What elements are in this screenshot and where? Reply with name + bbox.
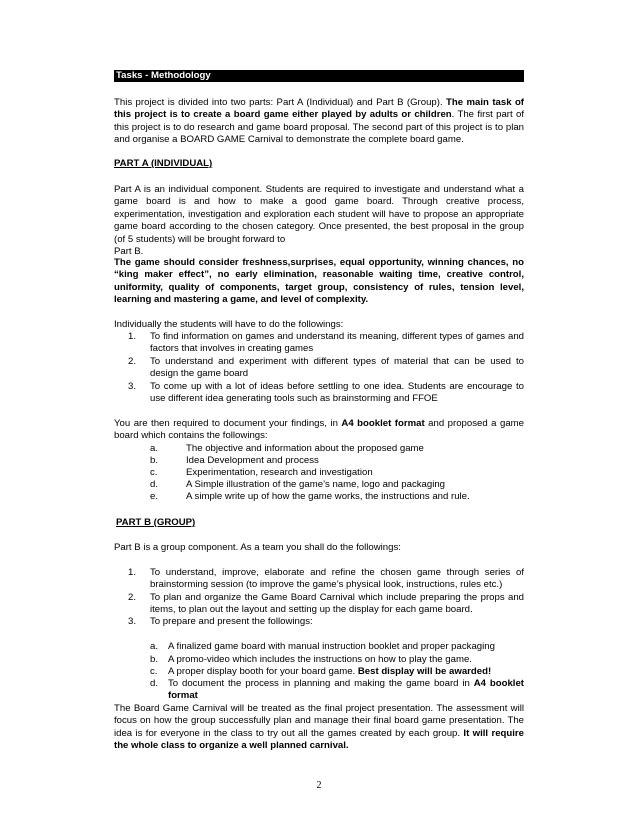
- part-a-sublist-letter: d.: [150, 479, 159, 490]
- part-b-sublist-bold: A4 booklet format: [168, 678, 524, 702]
- part-b-sublist-item: [168, 678, 524, 703]
- part-a-sublist-item: Idea Development and process: [186, 455, 319, 466]
- documentation-paragraph: [114, 418, 524, 443]
- closing-paragraph: [114, 703, 524, 753]
- part-a-sublist-item: Experimentation, research and investigation: [186, 467, 373, 478]
- part-a-list-item: To find information on games and understand its meaning, different types of games and factors that involves in creating games: [150, 331, 524, 355]
- part-b-sublist-letter: c.: [150, 666, 158, 677]
- closing-text: The Board Game Carnival will be treated as the final project presentation. The assessment will focus on how the group successfully plan and manage their final board game presentation. The idea is for everyone in the class to try out all the games created by each group.: [114, 703, 524, 739]
- section-header-bar: Tasks - Methodology: [114, 70, 524, 82]
- intro-paragraph: [114, 97, 524, 147]
- part-a-sublist-letter: c.: [150, 467, 158, 478]
- documentation-text-2: and proposed a game board which contains the followings:: [114, 418, 524, 442]
- part-b-sublist-text: A finalized game board with manual instruction booklet and proper packaging: [168, 641, 495, 652]
- part-a-paragraph-text: Part A is an individual component. Students are required to investigate and understand what a game board is and how to make a good game board. Through creative process, experimentation, investigation and exploration each student will have to propose an appropriate game board according to the chosen category. Once presented, the best proposal in the group (of 5 students) will be brought forward to: [114, 184, 524, 245]
- part-a-paragraph-end: Part B.: [114, 246, 144, 258]
- part-b-heading: PART B (GROUP): [116, 517, 196, 528]
- part-b-sublist-letter: a.: [150, 641, 159, 652]
- part-b-list-item: To understand, improve, elaborate and refine the chosen game through series of brainstorming session (to improve the game’s physical look, instructions, rules etc.): [150, 567, 524, 591]
- part-b-sublist-letter: b.: [150, 654, 159, 665]
- part-b-sublist-item: [168, 641, 524, 653]
- part-a-list-item: To understand and experiment with different types of material that can be used to design the game board: [150, 356, 524, 380]
- part-a-sublist-letter: b.: [150, 455, 159, 466]
- part-a-paragraph: [114, 184, 524, 258]
- part-b-sublist-bold: Best display will be awarded!: [357, 666, 492, 677]
- part-b-list-num: 2.: [128, 592, 137, 603]
- part-a-sublist-item: A simple write up of how the game works, the instructions and rule.: [186, 491, 470, 502]
- part-a-sublist-item: A Simple illustration of the game’s name, logo and packaging: [186, 479, 446, 490]
- part-b-sublist-item: [168, 654, 524, 666]
- intro-bold-text: The main task of this project is to create a board game either played by adults or children: [114, 97, 524, 121]
- part-b-list-item: To prepare and present the followings:: [150, 616, 313, 627]
- part-b-sublist-text: A promo-video which includes the instructions on how to play the game.: [168, 654, 472, 665]
- part-a-list-num: 3.: [128, 381, 137, 392]
- part-a-heading: PART A (INDIVIDUAL): [114, 158, 213, 169]
- part-a-list-num: 1.: [128, 331, 137, 342]
- part-b-paragraph: Part B is a group component. As a team you shall do the followings:: [114, 542, 401, 553]
- game-considerations-paragraph: The game should consider freshness,surprises, equal opportunity, winning chances, no “king maker effect”, no early elimination, reasonable waiting time, creative control, uniformity, quality of components, target group, consistency of rules, tension level, learning and mastering a game, and level of complexity.: [114, 257, 524, 306]
- documentation-text-1: You are then required to document your findings, in: [114, 418, 342, 429]
- part-b-sublist-text: To document the process in planning and making the game board in: [168, 678, 474, 689]
- part-a-list-item: To come up with a lot of ideas before settling to one idea. Students are encourage to use different idea generating tools such as brainstorming and FFOE: [150, 381, 524, 405]
- part-b-list-item: To plan and organize the Game Board Carnival which include preparing the props and items, to plan out the layout and setting up the display for each game board.: [150, 592, 524, 616]
- part-b-sublist-text: A proper display booth for your board game.: [168, 666, 358, 677]
- part-b-list-num: 3.: [128, 616, 137, 627]
- part-a-sublist-letter: e.: [150, 491, 159, 502]
- part-a-list-num: 2.: [128, 356, 137, 367]
- documentation-bold: A4 booklet format: [341, 418, 425, 429]
- part-b-list-num: 1.: [128, 567, 137, 578]
- part-b-sublist-item: [168, 666, 524, 678]
- closing-bold: It will require the whole class to organize a well planned carnival.: [114, 727, 524, 752]
- page-number: 2: [316, 780, 322, 791]
- part-a-sublist-letter: a.: [150, 443, 159, 454]
- intro-text-1: This project is divided into two parts: Part A (Individual) and Part B (Group).: [114, 97, 447, 108]
- intro-text-2: . The first part of this project is to do research and game board proposal. The second part of this project is to plan and organise a BOARD GAME Carnival to demonstrate the complete board game.: [114, 109, 524, 146]
- part-a-list-intro: Individually the students will have to do the followings:: [114, 319, 344, 330]
- part-b-sublist-letter: d.: [150, 678, 159, 689]
- part-a-sublist-item: The objective and information about the proposed game: [186, 443, 424, 454]
